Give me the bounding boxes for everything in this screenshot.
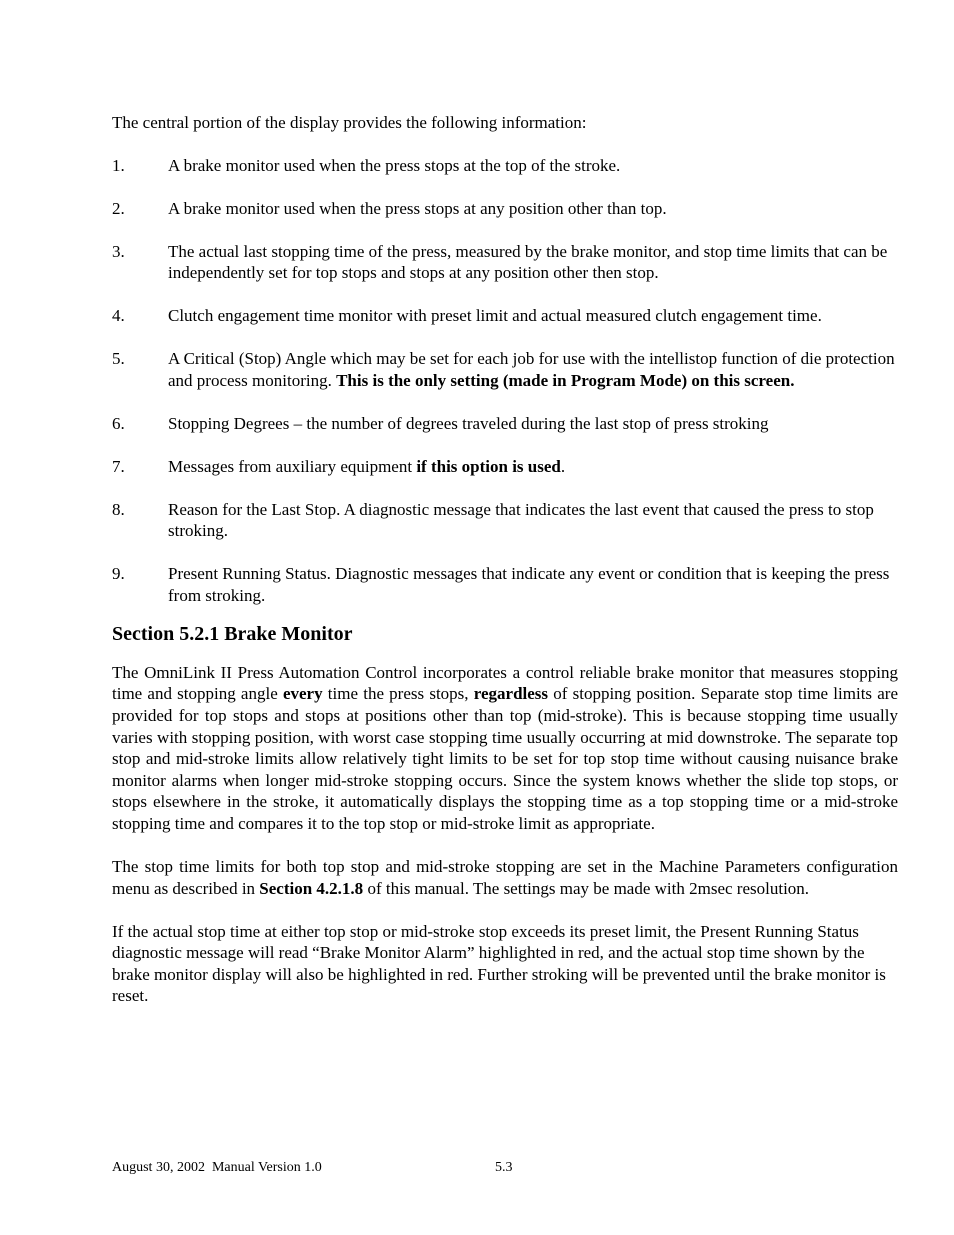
list-item-number: 2. [112,198,125,218]
list-item-text [168,155,898,177]
text-run: time the press stops, [322,684,474,704]
list-item-text [168,456,898,478]
list-item-text [168,348,898,391]
list-item [112,499,898,542]
text-run: of this manual. The settings may be made with 2msec resolution. [363,878,810,898]
list-item-text [168,563,898,606]
text-run: The OmniLink II Press Automation Control incorporates a control reliable brake monitor that measures stopping time and stopping angle [112,662,898,704]
list-item-text [168,499,898,542]
list-item-text [168,241,898,284]
list-item [112,456,898,478]
footer-page-number: 5.3 [495,1160,513,1175]
text-run: Clutch engagement time monitor with preset limit and actual measured clutch engagement time. [168,306,822,326]
list-item [112,241,898,284]
bold-text: This is the only setting (made in Program Mode) on this screen. [336,370,795,390]
bold-text: Section 4.2.1.8 [259,878,364,898]
text-run: of stopping position. Separate stop time limits are provided for top stops and stops at positions other than top (mid-stroke). This is because stopping time usually varies with stopping position, with worst case stopping time usually occurring at mid downstroke. The separate top stop and mid-stroke limits allow relatively tight limits to be set for top stop time without causing nuisance brake monitor alarms when longer mid-stroke stopping occurs. Since the system knows whether the slide top stops, or stops elsewhere in the stroke, it automatically displays the stopping time as a top stopping time or a mid-stroke stopping time and compares it to the top stop or mid-stroke limit as appropriate. [112,684,898,833]
text-run: If the actual stop time at either top stop or mid-stroke stop exceeds its preset limit, the Present Running Status diagnostic message will read “Brake Monitor Alarm” highlighted in red, and the actual stop time shown by the brake monitor display will also be highlighted in red. Further stroking will be prevented until the brake monitor is reset. [112,921,886,1006]
body-paragraph [112,662,898,835]
bold-text: every [282,684,323,704]
list-item-number: 6. [112,413,125,433]
list-item-number: 4. [112,306,125,326]
text-run: Stopping Degrees – the number of degrees traveled during the last stop of press stroking [168,413,769,433]
list-item [112,198,898,220]
info-list [112,155,898,607]
text-run: A brake monitor used when the press stops at any position other than top. [168,198,667,218]
bold-text: if this option is used [416,456,561,476]
list-item-number: 7. [112,456,125,476]
section-heading: Section 5.2.1 Brake Monitor [112,622,353,645]
page-content [112,112,898,1028]
text-run: . [560,456,566,476]
list-item-text [168,413,898,435]
body-paragraph [112,921,898,1007]
list-item-number: 8. [112,499,125,519]
list-item [112,155,898,177]
list-item [112,413,898,435]
text-run: Messages from auxiliary equipment [168,456,417,476]
list-item [112,348,898,391]
text-run: Reason for the Last Stop. A diagnostic message that indicates the last event that caused the press to stop stroking. [168,499,874,541]
text-run: A brake monitor used when the press stops at the top of the stroke. [168,155,621,175]
list-item-number: 1. [112,155,125,175]
list-item-number: 3. [112,241,125,261]
list-item-text [168,305,898,327]
intro-text: The central portion of the display provides the following information: [112,113,587,132]
list-item-text [168,198,898,220]
text-run: The actual last stopping time of the press, measured by the brake monitor, and stop time limits that can be independently set for top stops and stops at any position other then stop. [168,241,888,283]
list-item-number: 9. [112,564,125,584]
body-paragraph [112,856,898,899]
text-run: A Critical (Stop) Angle which may be set for each job for use with the intellistop function of die protection and process monitoring. [168,349,895,390]
list-item-number: 5. [112,349,125,369]
text-run: Present Running Status. Diagnostic messages that indicate any event or condition that is keeping the press from stroking. [168,564,890,605]
list-item [112,305,898,327]
bold-text: regardless [473,684,549,704]
footer-date-version: August 30, 2002 Manual Version 1.0 [112,1160,322,1175]
list-item [112,563,898,606]
text-run: The stop time limits for both top stop and mid-stroke stopping are set in the Machine Parameters configuration menu as described in [112,856,898,898]
body-paragraphs [112,662,898,1007]
